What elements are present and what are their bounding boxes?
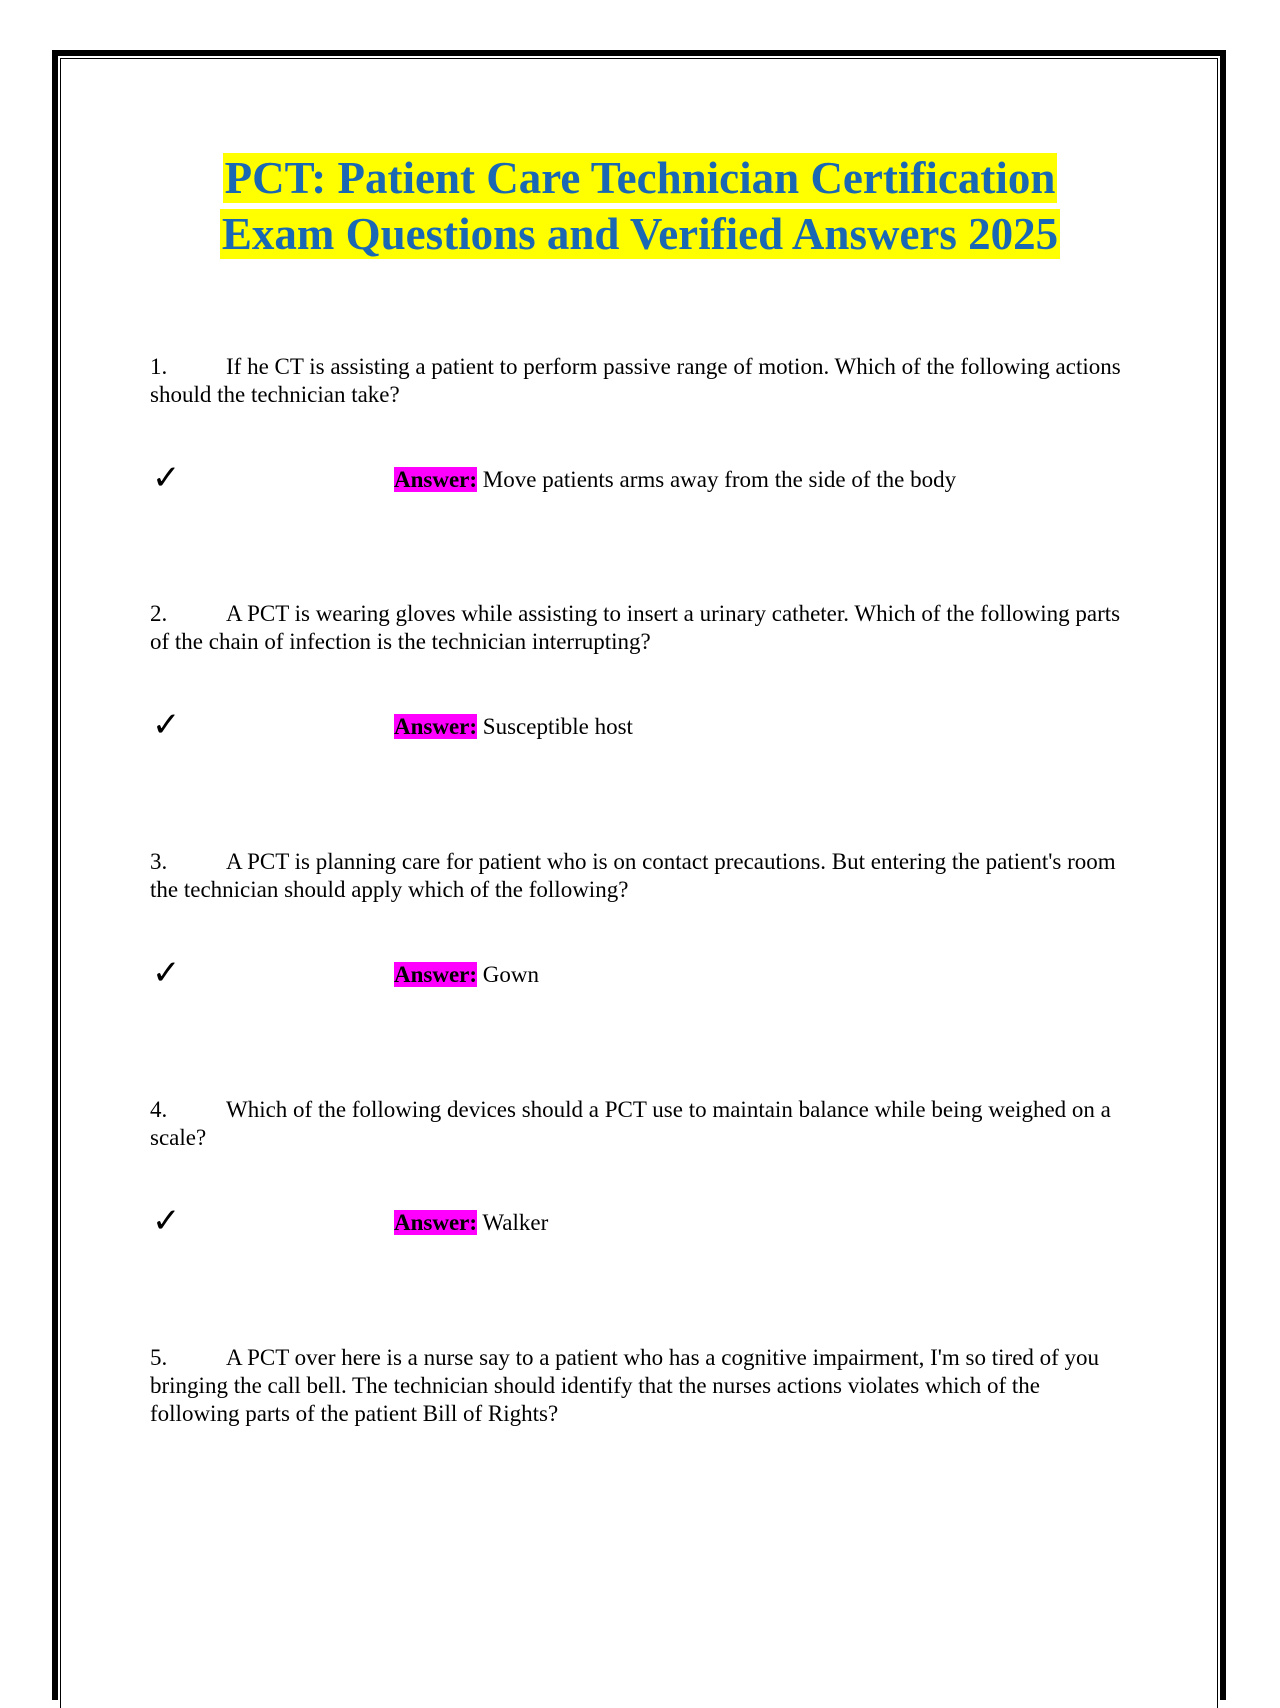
question-text: A PCT is wearing gloves while assisting to insert a urinary catheter. Which of the following parts of the chain of infection is the technician interrupting?: [150, 601, 1121, 654]
question-number: 2.: [150, 601, 168, 626]
question-text-block: [150, 1096, 1130, 1152]
question-block: [150, 848, 1130, 904]
answer-line: [394, 961, 539, 989]
check-mark-icon: ✓: [152, 458, 181, 498]
answer-label: Answer:: [394, 962, 478, 987]
question-text-block: [150, 600, 1130, 656]
question-text: A PCT is planning care for patient who is on contact precautions. But entering the patient's room the technician should apply which of the following?: [150, 849, 1116, 902]
answer-block: [150, 953, 1130, 993]
answer-text: Walker: [482, 1210, 549, 1235]
title-line-1: PCT: Patient Care Technician Certification: [224, 153, 1056, 203]
question-number: 3.: [150, 849, 168, 874]
question-number: 5.: [150, 1345, 168, 1370]
question-block: [150, 600, 1130, 656]
answer-label: Answer:: [394, 467, 478, 492]
question-block: [150, 353, 1130, 409]
question-text-block: [150, 848, 1130, 904]
question-text-block: [150, 1344, 1130, 1428]
check-mark-icon: ✓: [152, 1201, 181, 1241]
answer-block: [150, 705, 1130, 745]
answer-label: Answer:: [394, 714, 478, 739]
answer-line: [394, 466, 956, 494]
question-number: 1.: [150, 354, 168, 379]
question-text: A PCT over here is a nurse say to a patient who has a cognitive impairment, I'm so tired of you bringing the call bell. The technician should identify that the nurses actions violates which of the following parts of the patient Bill of Rights?: [150, 1345, 1100, 1426]
question-block: [150, 1344, 1130, 1428]
title-line-2: Exam Questions and Verified Answers 2025: [221, 209, 1059, 259]
question-block: [150, 1096, 1130, 1152]
answer-text: Gown: [482, 962, 540, 987]
question-text: Which of the following devices should a PCT use to maintain balance while being weighed on a scale?: [150, 1097, 1111, 1150]
answer-block: [150, 458, 1130, 498]
answer-text: Susceptible host: [482, 714, 633, 739]
answer-block: [150, 1201, 1130, 1241]
check-mark-icon: ✓: [152, 953, 181, 993]
answer-line: [394, 1209, 548, 1237]
check-mark-icon: ✓: [152, 705, 181, 745]
answer-label: Answer:: [394, 1210, 478, 1235]
question-number: 4.: [150, 1097, 168, 1122]
question-text: If he CT is assisting a patient to perform passive range of motion. Which of the following actions should the technician take?: [150, 354, 1121, 407]
answer-line: [394, 713, 633, 741]
answer-text: Move patients arms away from the side of the body: [482, 467, 957, 492]
document-title: [120, 150, 1160, 262]
question-text-block: [150, 353, 1130, 409]
